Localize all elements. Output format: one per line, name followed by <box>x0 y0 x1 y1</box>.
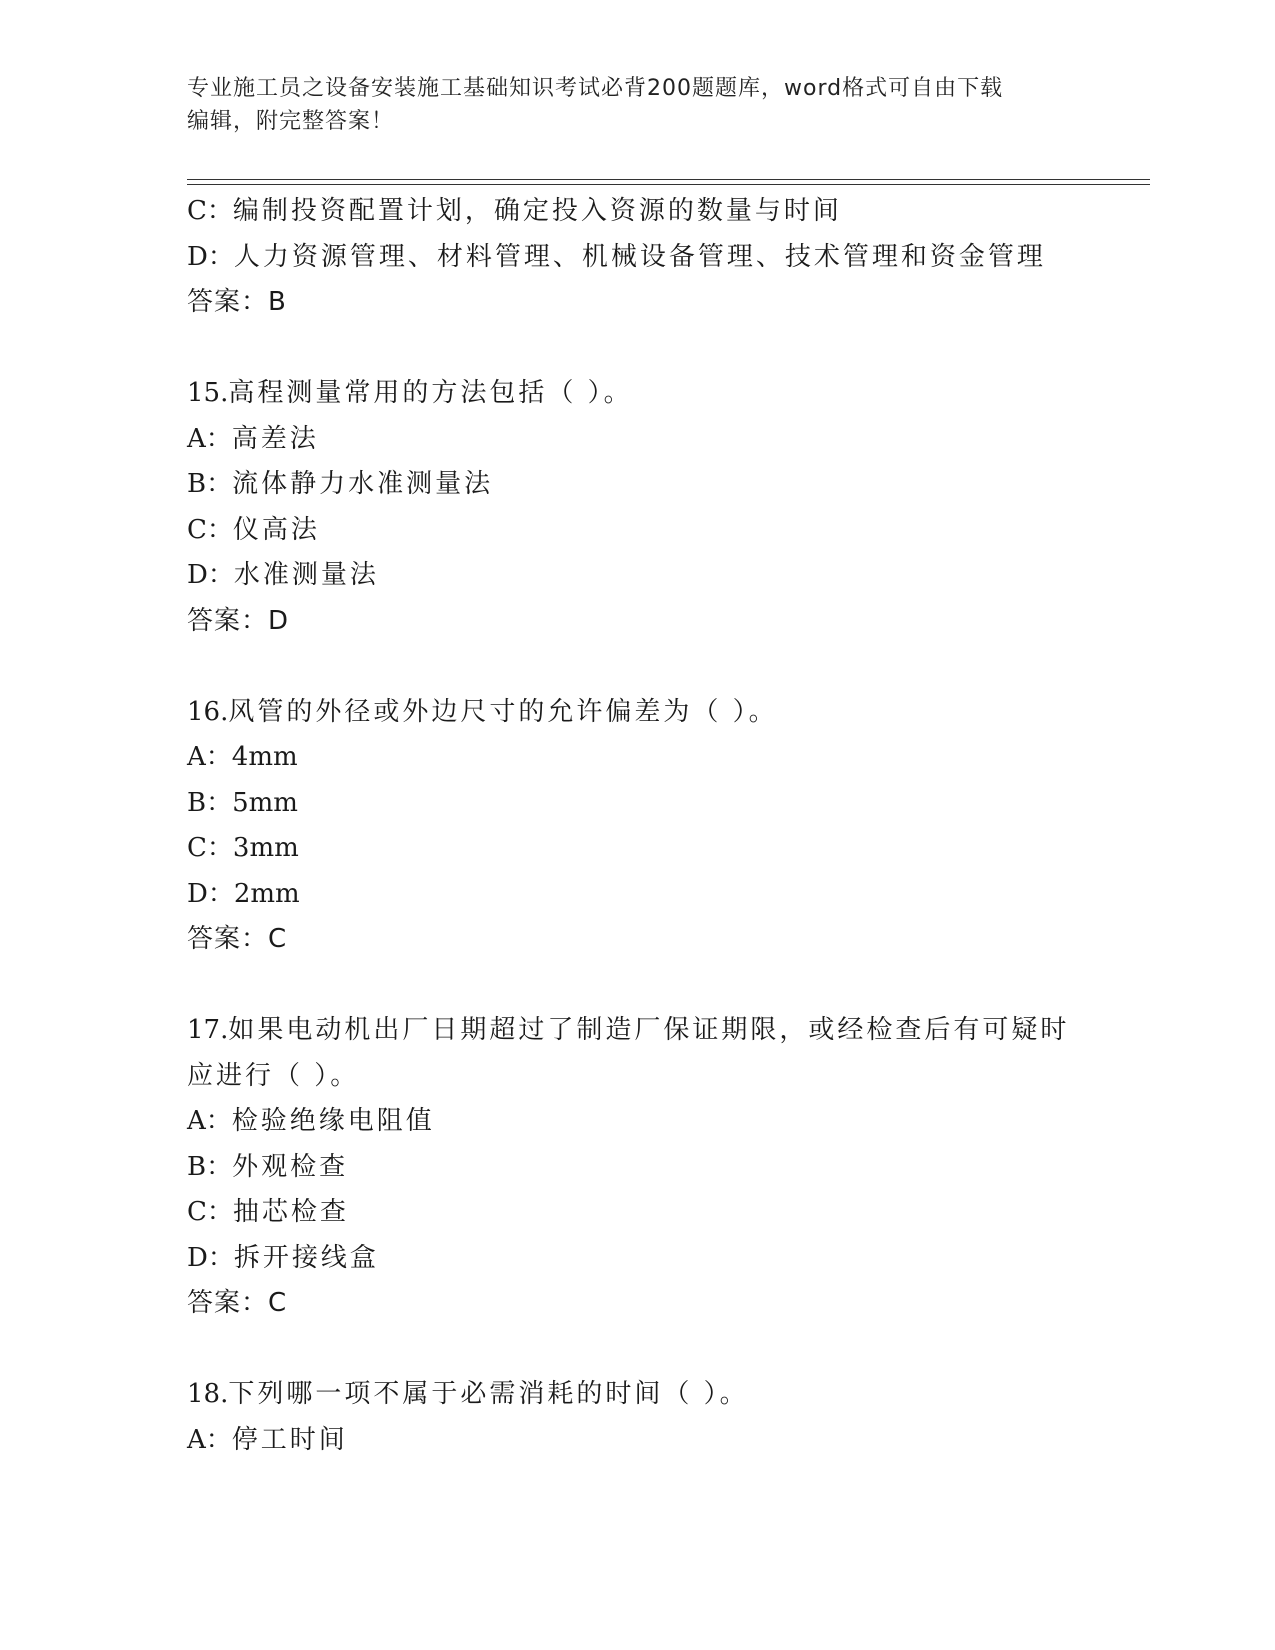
question-list <box>187 189 1150 1463</box>
option-line <box>187 872 1150 918</box>
option-line <box>187 1236 1150 1282</box>
question-stem <box>187 1372 1150 1418</box>
option-text: 拆开接线盒 <box>233 1242 379 1273</box>
option-text: 人力资源管理、材料管理、机械设备管理、技术管理和资金管理 <box>233 241 1046 272</box>
option-line <box>187 1099 1150 1145</box>
option-line <box>187 1190 1150 1236</box>
option-line <box>187 1145 1150 1191</box>
option-line <box>187 826 1150 872</box>
option-line <box>187 235 1150 281</box>
option-letter: C： <box>187 514 233 545</box>
option-text: 抽芯检查 <box>232 1197 349 1227</box>
option-letter: C： <box>187 196 233 226</box>
option-letter: B： <box>187 469 233 499</box>
option-text: 外观检查 <box>232 1151 349 1182</box>
option-letter: C： <box>187 1197 233 1227</box>
answer-line: 答案：B <box>187 287 287 317</box>
option-line <box>187 1418 1150 1464</box>
answer-line: 答案：C <box>187 924 288 954</box>
question-number: 15. <box>187 378 229 408</box>
option-text: 仪高法 <box>232 514 320 545</box>
option-letter: B： <box>187 1151 233 1182</box>
option-text: 编制投资配置计划，确定投入资源的数量与时间 <box>232 196 842 226</box>
header-rule-bottom <box>187 184 1150 185</box>
question-number: 16. <box>187 696 229 727</box>
option-line <box>187 735 1150 781</box>
option-text: 检验绝缘电阻值 <box>231 1106 435 1136</box>
question-block-prev <box>187 189 1150 326</box>
answer-line: 答案：D <box>187 605 290 636</box>
header-line-2: 编辑，附完整答案！ <box>187 109 395 134</box>
question-stem-continued: 应进行（ ）。 <box>187 1060 360 1091</box>
header-rule-top <box>187 179 1150 180</box>
option-line <box>187 508 1150 554</box>
option-letter: C： <box>187 833 233 863</box>
option-letter: A： <box>187 1106 232 1136</box>
question-number: 17. <box>187 1015 229 1045</box>
question-block-18 <box>187 1372 1150 1463</box>
option-line <box>187 553 1150 599</box>
option-letter: D： <box>187 241 234 272</box>
spacer <box>187 326 1150 372</box>
option-text: 4mm <box>231 742 298 772</box>
question-text: 下列哪一项不属于必需消耗的时间（ ）。 <box>228 1379 749 1409</box>
option-text: 2mm <box>233 878 300 909</box>
header-line-1: 专业施工员之设备安装施工基础知识考试必背200题题库，word格式可自由下载 <box>187 76 1004 101</box>
option-text: 高差法 <box>231 423 319 454</box>
document-header <box>187 72 1087 138</box>
option-letter: D： <box>187 560 234 590</box>
question-text: 如果电动机出厂日期超过了制造厂保证期限，或经检查后有可疑时 <box>228 1015 1070 1045</box>
option-text: 停工时间 <box>231 1424 348 1455</box>
option-text: 3mm <box>232 833 299 863</box>
question-block-16 <box>187 690 1150 963</box>
answer-line: 答案：C <box>187 1288 288 1318</box>
option-letter: A： <box>187 742 232 772</box>
question-stem <box>187 371 1150 417</box>
option-letter: A： <box>187 423 232 454</box>
option-text: 流体静力水准测量法 <box>232 469 494 499</box>
option-line <box>187 417 1150 463</box>
option-text: 5mm <box>232 787 298 818</box>
spacer <box>187 1327 1150 1373</box>
question-block-15 <box>187 371 1150 644</box>
option-letter: D： <box>187 878 234 909</box>
question-text: 高程测量常用的方法包括（ ）。 <box>228 378 633 408</box>
option-letter: B： <box>187 787 233 818</box>
spacer <box>187 644 1150 690</box>
question-block-17 <box>187 1008 1150 1327</box>
option-line <box>187 462 1150 508</box>
spacer <box>187 963 1150 1009</box>
option-text: 水准测量法 <box>233 560 379 590</box>
option-line <box>187 189 1150 235</box>
question-stem <box>187 1008 1150 1054</box>
question-stem <box>187 690 1150 736</box>
option-letter: A： <box>187 1424 232 1455</box>
option-letter: D： <box>187 1242 234 1273</box>
option-line <box>187 781 1150 827</box>
question-number: 18. <box>187 1379 229 1409</box>
question-text: 风管的外径或外边尺寸的允许偏差为（ ）。 <box>228 696 778 727</box>
